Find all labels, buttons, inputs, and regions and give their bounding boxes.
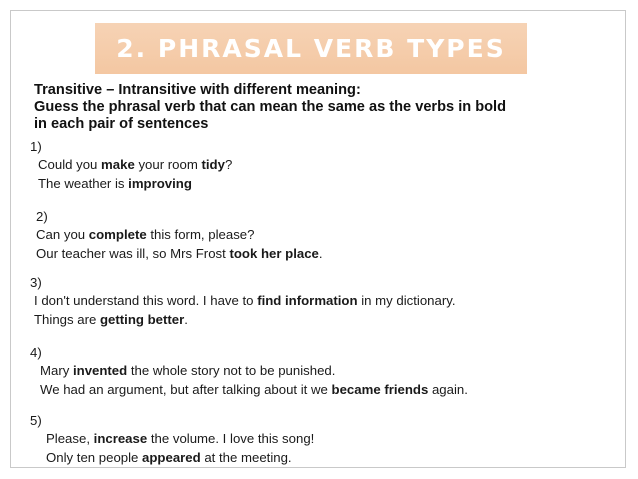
sentence [36,244,323,263]
sentence-text: Mary [40,363,73,378]
bold-verb: tidy [201,157,225,172]
bold-verb: improving [128,176,192,191]
sentence-text: Our teacher was ill, so Mrs Frost [36,246,230,261]
sentence-text: ? [224,157,233,172]
bold-verb: invented [72,363,128,378]
bold-verb: increase [93,431,148,446]
item-number: 4) [30,345,42,360]
sentence-text: I don't understand this word. I have to [34,293,258,308]
sentence-text: the volume. I love this song! [147,431,315,446]
sentence-text: We had an argument, but after talking about it we [40,382,332,397]
item-number: 5) [30,413,42,428]
sentence-text: Can you [36,227,89,242]
sentence-text: The weather is [38,176,129,191]
item-number: 3) [30,275,42,290]
sentence-text: Could you [38,157,102,172]
bold-verb: getting better [99,312,185,327]
sentence-text: in my dictionary. [357,293,456,308]
bold-verb: became friends [331,382,429,397]
exercise-item-1 [30,138,233,193]
sentence [46,429,314,448]
sentence [40,380,468,399]
bold-verb: find information [257,293,358,308]
sentence [38,174,232,193]
sentence-text: the whole story not to be punished. [127,363,336,378]
bold-verb: appeared [142,450,201,465]
exercise-item-3 [30,274,456,329]
slide-title: 2. PHRASAL VERB TYPES [116,34,506,63]
exercise-item-4 [30,344,468,399]
title-banner [95,23,527,74]
slide-content [30,82,614,465]
item-number: 2) [36,209,48,224]
sentence [34,310,456,329]
sentence-text: Things are [34,312,100,327]
sentence-text: Please, [46,431,94,446]
sentence [40,361,468,380]
sentence-text: . [318,246,323,261]
sentence-text: this form, please? [146,227,255,242]
sentence-text: Only ten people [46,450,143,465]
bold-verb: make [101,157,135,172]
sentence [46,448,314,467]
exercise-item-5 [30,412,315,467]
sentence-text: at the meeting. [200,450,292,465]
sentence-text: your room [134,157,202,172]
bold-verb: complete [88,227,147,242]
sentence-text: again. [428,382,468,397]
instruction-line: Transitive – Intransitive with different meaning: [34,82,361,98]
exercise-item-2 [34,208,323,263]
sentence [38,155,232,174]
instruction-line: in each pair of sentences [34,116,209,132]
bold-verb: took her place [229,246,319,261]
instruction-line: Guess the phrasal verb that can mean the same as the verbs in bold [34,99,507,115]
sentence [36,225,323,244]
sentence [34,291,456,310]
item-number: 1) [30,139,42,154]
instructions [34,82,614,133]
sentence-text: . [184,312,188,327]
